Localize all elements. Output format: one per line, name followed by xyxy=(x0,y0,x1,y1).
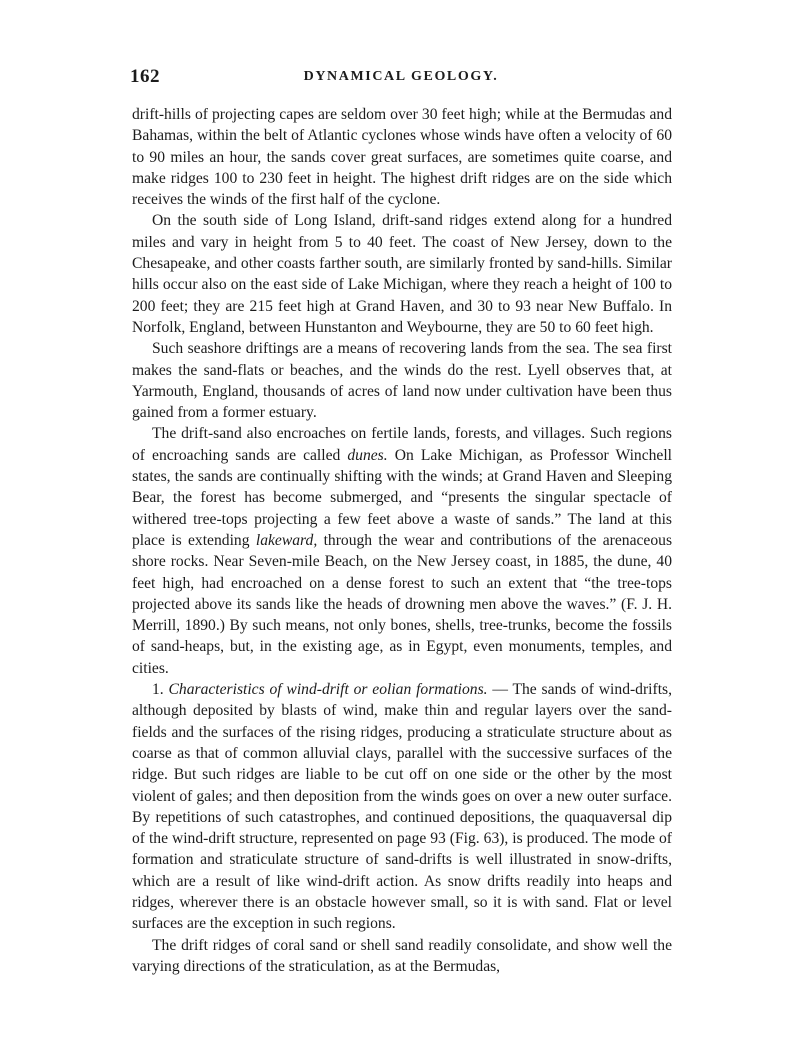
paragraph-characteristics xyxy=(132,679,672,935)
paragraph-coral-sand: The drift ridges of coral sand or shell sand readily consolidate, and show well the varying directions of the straticulation, as at the Bermudas, xyxy=(132,936,672,975)
body-text xyxy=(132,104,672,977)
dunes-text-end: through the wear and contributions of the arenaceous shore rocks. Near Seven-mile Beach, on the New Jersey coast, in 1885, the dune, 40 feet high, had encroached on a dense forest to such an extent that “the tree-tops projected above its sands like the heads of drowning men above the waves.” (F. J. H. Merrill, 1890.) By such means, not only bones, shells, tree-trunks, become the fossils of sand-heaps, but, in the existing age, as in Egypt, even monuments, temples, and cities. xyxy=(132,531,673,677)
paragraph-long-island: On the south side of Long Island, drift-sand ridges extend along for a hundred miles and vary in height from 5 to 40 feet. The coast of New Jersey, down to the Chesapeake, and other coasts farther south, are similarly fronted by sand-hills. Similar hills occur also on the east side of Lake Michigan, where they reach a height of 100 to 200 feet; they are 215 feet high at Grand Haven, and 30 to 93 near New Buffalo. In Norfolk, England, between Hunstanton and Weybourne, they are 50 to 60 feet high. xyxy=(132,212,672,336)
page-header xyxy=(130,66,672,90)
paragraph-continuation: drift-hills of projecting capes are seldom over 30 feet high; while at the Bermudas and Bahamas, within the belt of Atlantic cyclones whose winds have often a velocity of 60 to 90 miles an hour, the sands cover great surfaces, are sometimes quite coarse, and make ridges 100 to 230 feet in height. The highest drift ridges are on the side which receives the winds of the first half of the cyclone. xyxy=(132,106,672,209)
section-heading: Characteristics of wind-drift or eolian formations. xyxy=(168,681,488,699)
characteristics-text: — The sands of wind-drifts, although deposited by blasts of wind, make thin and regular layers over the sand-fields and the surfaces of the rising ridges, producing a straticulate structure about as coarse as that of common alluvial clays, parallel with the successive surfaces of the ridge. But such ridges are liable to be cut off on one side or the other by the most violent of gales; and then deposition from the winds goes on over a new outer surface. By repetitions of such catastrophes, and continued depositions, the quaquaversal dip of the wind-drift structure, represented on page 93 (Fig. 63), is produced. The mode of formation and straticulate structure of sand-drifts is well illustrated in snow-drifts, which are a result of like wind-drift action. As snow drifts readily into heaps and ridges, wherever there is an obstacle however small, so it is with sand. Flat or level surfaces are the exception in such regions. xyxy=(132,681,672,933)
section-number: 1. xyxy=(152,681,164,699)
running-head: DYNAMICAL GEOLOGY. xyxy=(303,69,499,84)
lakeward-term: lakeward, xyxy=(255,531,318,549)
paragraph-seashore-driftings: Such seashore driftings are a means of recovering lands from the sea. The sea first makes the sand-flats or beaches, and the winds do the rest. Lyell observes that, at Yarmouth, England, thousands of acres of land now under cultivation have been thus gained from a former estuary. xyxy=(132,340,672,422)
dunes-text-start: The drift-sand also encroaches on fertile lands, forests, and villages. Such regions of encroaching sands are called xyxy=(132,425,672,464)
dunes-text-middle: On Lake Michigan, as Professor Winchell states, the sands are continually shifting with the winds; at Grand Haven and Sleeping Bear, the forest has become submerged, and “presents the singular spectacle of withered tree-tops projecting a few feet above a waste of sands.” The land at this place is extending xyxy=(132,446,672,549)
paragraph-dunes xyxy=(132,423,672,679)
dunes-term: dunes. xyxy=(347,446,388,464)
page-number: 162 xyxy=(130,66,160,87)
